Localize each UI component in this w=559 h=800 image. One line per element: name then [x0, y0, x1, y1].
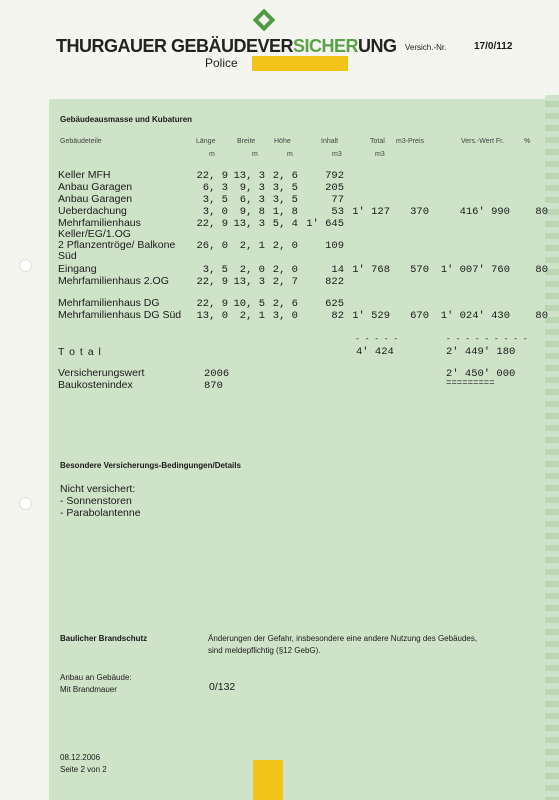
cell-h: 2, 7 — [272, 276, 298, 288]
section-title-kubaturen: Gebäudeausmasse und Kubaturen — [60, 115, 193, 124]
row-label: Mehrfamilienhaus DG — [58, 297, 160, 309]
cell-b: 9, 8 — [239, 206, 265, 218]
cell-p: 570 — [410, 264, 429, 276]
total-label: T o t a l — [58, 346, 102, 358]
table-row — [58, 310, 548, 332]
baukostenindex-label: Baukostenindex — [58, 379, 133, 391]
cell-h: 2, 0 — [272, 240, 298, 252]
table-row — [58, 276, 548, 298]
cell-b: 6, 3 — [239, 194, 265, 206]
row-label: Anbau Garagen — [58, 181, 133, 193]
cell-pc: 80 — [535, 264, 548, 276]
brandmauer-label: Mit Brandmauer — [60, 685, 117, 694]
cell-b: 9, 3 — [239, 182, 265, 194]
cell-l: 13, 0 — [196, 310, 228, 322]
col-unit-inhalt: m3 — [332, 151, 342, 158]
footer-yellow-bar — [253, 760, 283, 800]
row-label: Keller MFH — [58, 169, 111, 181]
cell-h: 2, 6 — [272, 170, 298, 182]
table-row — [58, 240, 548, 262]
cell-i: 822 — [325, 276, 344, 288]
cell-pc: 80 — [535, 206, 548, 218]
versicherungswert-label: Versicherungswert — [58, 367, 145, 379]
policy-number-value: 17/0/112 — [474, 41, 513, 52]
baukostenindex-value: 870 — [204, 380, 223, 392]
cell-l: 22, 9 — [196, 276, 228, 288]
cell-i: 625 — [325, 298, 344, 310]
total-value: 4' 424 — [356, 346, 394, 358]
logo-yellow-bar — [252, 56, 348, 71]
versicherungswert-year: 2006 — [204, 368, 230, 380]
total-dash-line: - - - - - — [355, 335, 399, 344]
row-label: 2 Pflanzentröge/ Balkone Süd — [58, 239, 176, 262]
cell-b: 13, 3 — [233, 218, 265, 230]
cell-l: 22, 9 — [196, 170, 228, 182]
brandschutz-note-line2: sind meldepflichtig (§12 GebG). — [208, 646, 321, 655]
cell-i: 53 — [331, 206, 344, 218]
col-header-pct: % — [524, 138, 531, 145]
cell-i: 792 — [325, 170, 344, 182]
cell-h: 3, 5 — [272, 194, 298, 206]
cell-b: 2, 0 — [239, 264, 265, 276]
policy-number-label: Versich.-Nr. — [405, 43, 447, 52]
section-title-brandschutz: Baulicher Brandschutz — [60, 634, 148, 643]
cell-w: 416' 990 — [459, 206, 510, 218]
punch-hole — [19, 259, 32, 272]
cell-h: 3, 5 — [272, 182, 298, 194]
cell-l: 22, 9 — [196, 298, 228, 310]
cell-l: 3, 5 — [202, 194, 228, 206]
cell-i: 109 — [325, 240, 344, 252]
col-header-breite: Breite — [237, 138, 256, 145]
not-insured-item: - Parabolantenne — [60, 507, 141, 519]
cell-p: 670 — [410, 310, 429, 322]
cell-h: 2, 6 — [272, 298, 298, 310]
cell-l: 3, 5 — [202, 264, 228, 276]
cell-l: 3, 0 — [202, 206, 228, 218]
cell-p: 370 — [410, 206, 429, 218]
cell-b: 2, 1 — [239, 310, 265, 322]
cell-w: 1' 007' 760 — [440, 264, 510, 276]
versicherungswert-value: 2' 450' 000 — [446, 368, 516, 380]
col-header-preis: m3-Preis — [396, 138, 425, 145]
page-number: Seite 2 von 2 — [60, 765, 107, 774]
cell-i: 77 — [331, 194, 344, 206]
row-label: Ueberdachung — [58, 205, 127, 217]
row-label: Eingang — [58, 263, 97, 275]
logo-subtitle: Police — [205, 56, 238, 70]
row-label: Anbau Garagen — [58, 193, 133, 205]
brandschutz-note-line1: Änderungen der Gefahr, insbesondere eine andere Nutzung des Gebäudes, — [208, 634, 478, 643]
not-insured-label: Nicht versichert: — [60, 483, 136, 495]
cell-i: 14 — [331, 264, 344, 276]
cell-l: 22, 9 — [196, 218, 228, 230]
total-wert: 2' 449' 180 — [446, 346, 516, 358]
cell-b: 2, 1 — [239, 240, 265, 252]
section-title-bedingungen: Besondere Versicherungs-Bedingungen/Details — [60, 461, 241, 470]
cell-t: 1' 127 — [352, 206, 390, 218]
row-label: Mehrfamilienhaus DG Süd — [58, 309, 182, 321]
col-header-laenge: Länge — [196, 138, 216, 145]
logo-diamond-icon — [253, 9, 276, 32]
wert-dash-line: - - - - - - - - - — [446, 335, 528, 344]
cell-w: 1' 024' 430 — [440, 310, 510, 322]
not-insured-item: - Sonnenstoren — [60, 495, 132, 507]
row-label: Mehrfamilienhaus Keller/EG/1.OG — [58, 217, 141, 240]
col-unit-total: m3 — [375, 151, 385, 158]
cell-b: 13, 3 — [233, 170, 265, 182]
cell-l: 6, 3 — [202, 182, 228, 194]
anbau-label: Anbau an Gebäude: — [60, 673, 132, 682]
brandmauer-value: 0/132 — [209, 681, 236, 693]
company-logo-title: THURGAUER GEBÄUDEVERSICHERUNG — [56, 36, 397, 56]
cell-b: 10, 5 — [233, 298, 265, 310]
document-date: 08.12.2006 — [60, 753, 101, 762]
double-underline: ========= — [446, 378, 495, 388]
punch-hole — [19, 497, 32, 510]
cell-i: 82 — [331, 310, 344, 322]
col-unit-laenge: m — [209, 151, 215, 158]
cell-l: 26, 0 — [196, 240, 228, 252]
col-unit-breite: m — [252, 151, 258, 158]
cell-pc: 80 — [535, 310, 548, 322]
cell-h: 3, 0 — [272, 310, 298, 322]
cell-i: 1' 645 — [306, 218, 344, 230]
row-label: Mehrfamilienhaus 2.OG — [58, 275, 169, 287]
col-header-wert: Vers.-Wert Fr. — [461, 138, 505, 145]
cell-h: 5, 4 — [272, 218, 298, 230]
cell-h: 2, 0 — [272, 264, 298, 276]
col-header-hoehe: Höhe — [274, 138, 291, 145]
table-row — [58, 218, 548, 240]
col-header-inhalt: Inhalt — [321, 138, 339, 145]
cell-t: 1' 768 — [352, 264, 390, 276]
cell-i: 205 — [325, 182, 344, 194]
cell-t: 1' 529 — [352, 310, 390, 322]
cell-b: 13, 3 — [233, 276, 265, 288]
col-unit-hoehe: m — [287, 151, 293, 158]
col-header-total: Total — [370, 138, 385, 145]
col-header-teile: Gebäudeteile — [60, 138, 102, 145]
cell-h: 1, 8 — [272, 206, 298, 218]
